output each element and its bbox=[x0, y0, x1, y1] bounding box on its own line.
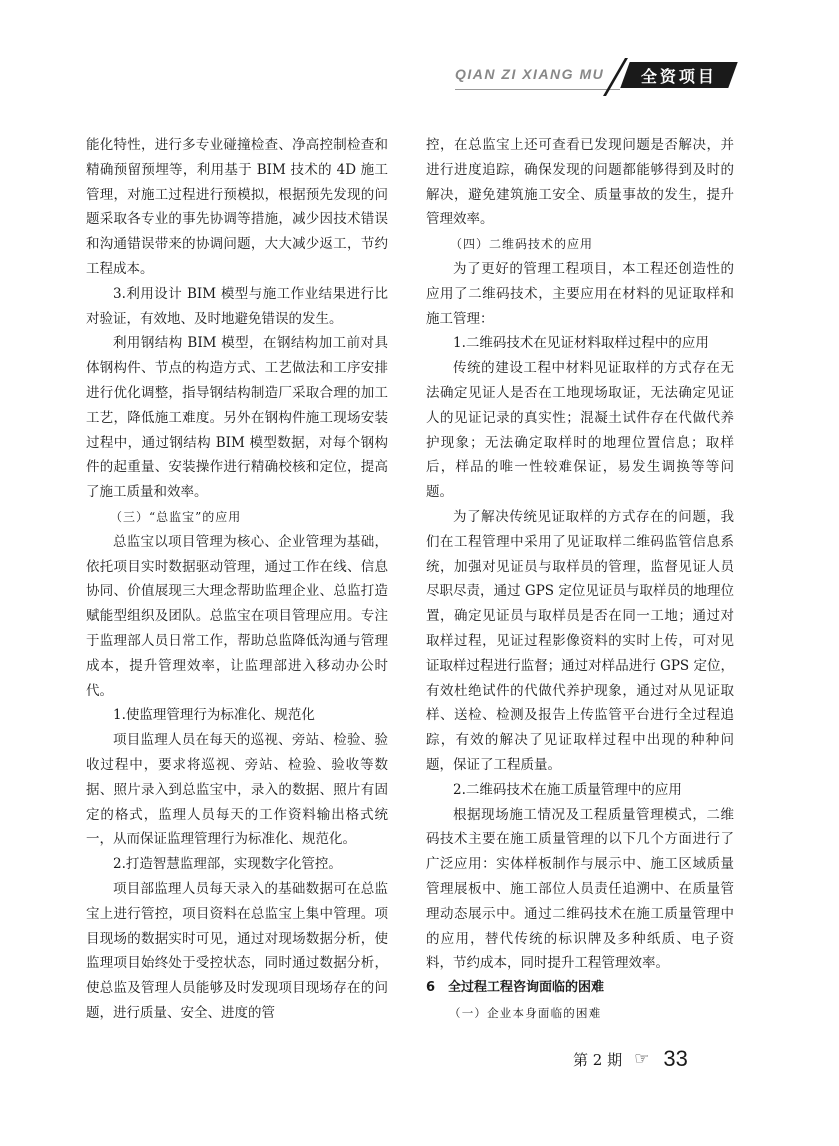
paragraph: 控，在总监宝上还可查看已发现问题是否解决，并进行进度追踪，确保发现的问题都能够得到及时的解决，避免建筑施工安全、质量事故的发生，提升管理效率。 bbox=[426, 137, 734, 228]
paragraph: 2.打造智慧监理部，实现数字化管控。 bbox=[113, 856, 342, 873]
paragraph: 总监宝以项目管理为核心、企业管理为基础，依托项目实时数据驱动管理，通过工作在线、信息协同、价值展现三大理念帮助监理企业、总监打造赋能型组织及团队。总监宝在项目管理应用。专注于监理部人员日常工作，帮助总监降低沟通与管理成本，提升管理效率，让监理部进入移动办公时代。 bbox=[86, 533, 388, 699]
paragraph: 传统的建设工程中材料见证取样的方式存在无法确定见证人是否在工地现场取证，无法确定见证人的见证记录的真实性；混凝土试件存在代做代养护现象；无法确定取样时的地理位置信息；取样后，样品的唯一性较难保证，易发生调换等等问题。 bbox=[426, 360, 734, 501]
paragraph: 为了更好的管理工程项目，本工程还创造性的应用了二维码技术，主要应用在材料的见证取样和施工管理： bbox=[426, 260, 734, 327]
header-rule bbox=[455, 89, 620, 90]
header-badge-label: 全资项目 bbox=[640, 66, 717, 86]
section-heading: （一）企业本身面临的困难 bbox=[449, 1005, 602, 1020]
paragraph: 为了解决传统见证取样的方式存在的问题，我们在工程管理中采用了见证取样二维码监管信息系统，加强对见证员与取样员的管理，监督见证人员尽职尽责，通过 GPS 定位见证员与取样员的地理位置，确定见证员与取样员是否在同一工地；通过对取样过程，见证过程影像资料的实时上传，可对见证取样过程进行监督；通过对样品进行 GPS 定位，有效杜绝试件的代做代养护现象，通过对从见证取样、送检、检测及报告上传监管平台进行全过程追踪，有效的解决了见证取样过程中出现的种种问题，保证了工程质量。 bbox=[426, 508, 734, 773]
paragraph: 1.二维码技术在见证材料取样过程中的应用 bbox=[453, 335, 709, 352]
section-heading: （三）“总监宝”的应用 bbox=[110, 509, 242, 524]
header-english-title: QIAN ZI XIANG MU bbox=[455, 66, 605, 82]
page-number: 33 bbox=[663, 1046, 688, 1071]
paragraph: 根据现场施工情况及工程质量管理模式，二维码技术主要在施工质量管理的以下几个方面进行了广泛应用：实体样板制作与展示中、施工区域质量管理展板中、施工部位人员责任追溯中、在质量管理动态展示中。通过二维码技术在施工质量管理中的应用，替代传统的标识牌及多种纸质、电子资料，节约成本，同时提升工程管理效率。 bbox=[426, 806, 734, 972]
pointing-hand-icon: ☞ bbox=[634, 1049, 650, 1069]
right-text-column bbox=[426, 133, 734, 1026]
paragraph: 能化特性，进行多专业碰撞检查、净高控制检查和精确预留预埋等，利用基于 BIM 技术的 4D 施工管理，对施工过程进行预模拟，根据预先发现的问题采取各专业的事先协调等措施，减少因技术错误和沟通错误带来的协调问题，大大减少返工，节约工程成本。 bbox=[86, 137, 388, 277]
paragraph: 利用钢结构 BIM 模型，在钢结构加工前对具体钢构件、节点的构造方式、工艺做法和工序安排进行优化调整，指导钢结构制造厂采取合理的加工工艺，降低施工难度。另外在钢构件施工现场安装过程中，通过钢结构 BIM 模型数据，对每个钢构件的起重量、安装操作进行精确校核和定位，提高了施工质量和效率。 bbox=[86, 335, 388, 501]
section-heading: 6 全过程工程咨询面临的困难 bbox=[426, 980, 605, 996]
paragraph: 2.二维码技术在施工质量管理中的应用 bbox=[453, 781, 682, 798]
issue-number: 第 2 期 bbox=[573, 1050, 623, 1069]
paragraph: 3.利用设计 BIM 模型与施工作业结果进行比对验证，有效地、及时地避免错误的发生。 bbox=[86, 285, 388, 327]
page-footer bbox=[573, 1045, 743, 1073]
paragraph: 项目部监理人员每天录入的基础数据可在总监宝上进行管控，项目资料在总监宝上集中管理。项目现场的数据实时可见，通过对现场数据分析，使监理项目始终处于受控状态，同时通过数据分析，使总监及管理人员能够及时发现项目现场存在的问题，进行质量、安全、进度的管 bbox=[86, 880, 388, 1021]
header-section-badge bbox=[620, 62, 737, 88]
paragraph: 1.使监理管理行为标准化、规范化 bbox=[113, 707, 315, 724]
left-text-column bbox=[86, 133, 388, 1026]
section-heading: （四）二维码技术的应用 bbox=[450, 237, 594, 252]
paragraph: 项目监理人员在每天的巡视、旁站、检验、验收过程中，要求将巡视、旁站、检验、验收等数据、照片录入到总监宝中，录入的数据、照片有固定的格式，监理人员每天的工作资料输出格式统一，从而保证监理管理行为标准化、规范化。 bbox=[86, 732, 388, 848]
